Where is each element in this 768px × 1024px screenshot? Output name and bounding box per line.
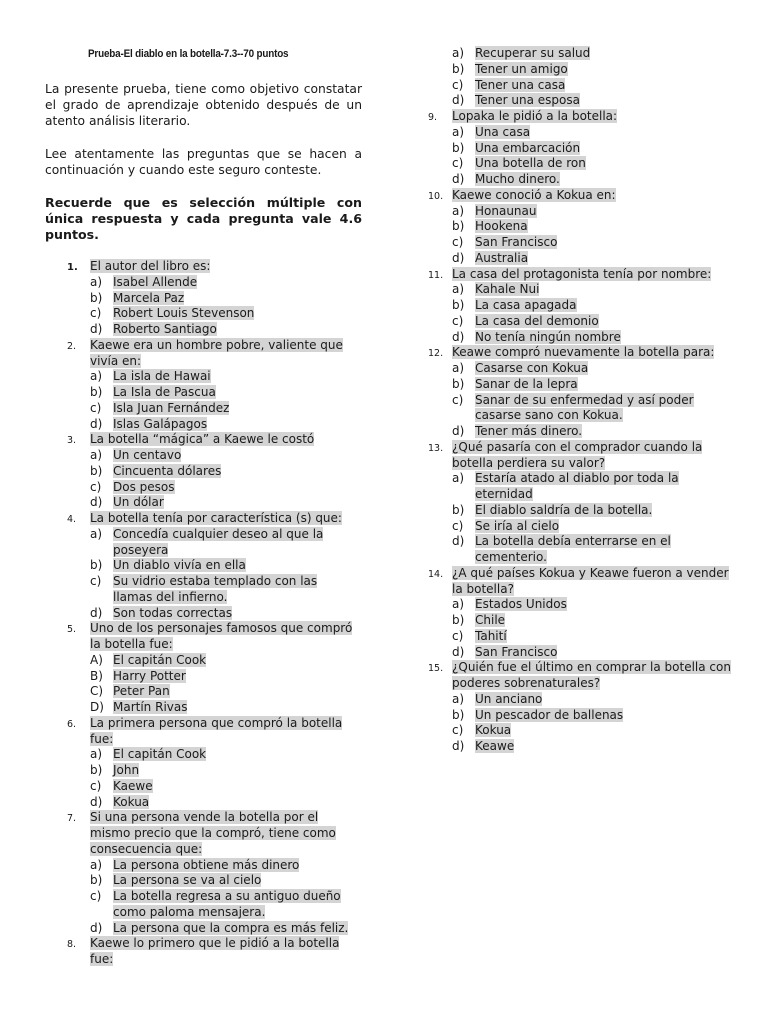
option-letter: a) <box>90 369 103 384</box>
option-item[interactable] <box>90 889 360 921</box>
option-item[interactable] <box>452 739 736 755</box>
option-item[interactable] <box>90 322 360 338</box>
question-14 <box>384 566 736 661</box>
option-item[interactable] <box>90 291 360 307</box>
option-text: La isla de Hawai <box>113 369 211 384</box>
option-item[interactable] <box>452 125 736 141</box>
question-text: ¿Quién fue el último en comprar la botella con poderes sobrenaturales? <box>452 660 731 690</box>
question-3 <box>0 432 360 511</box>
option-list <box>452 46 742 109</box>
question-text: Uno de los personajes famosos que compró la botella fue: <box>90 621 353 651</box>
option-letter: c) <box>452 628 464 643</box>
question-number: 15. <box>428 663 444 675</box>
question-text: La botella “mágica” a Kaewe le costó <box>90 432 315 447</box>
option-list <box>90 747 360 810</box>
question-8-options-continued <box>384 46 768 109</box>
option-letter: a) <box>90 857 103 872</box>
question-2 <box>0 338 360 433</box>
option-letter: d) <box>90 794 103 809</box>
option-item[interactable] <box>90 417 360 433</box>
option-text: Cincuenta dólares <box>113 463 222 478</box>
question-15 <box>384 660 736 755</box>
option-text: La persona que la compra es más feliz. <box>113 920 349 935</box>
option-text: Roberto Santiago <box>113 322 217 336</box>
option-item[interactable] <box>452 235 736 251</box>
question-number: 2. <box>67 340 77 352</box>
option-item[interactable] <box>90 684 360 700</box>
option-item[interactable] <box>452 156 736 172</box>
option-text: El capitán Cook <box>113 747 207 762</box>
option-list <box>90 369 360 432</box>
option-list <box>452 204 736 267</box>
option-text: Tener una esposa <box>475 93 580 108</box>
option-item[interactable] <box>90 369 360 385</box>
option-letter: c) <box>90 889 102 903</box>
option-text: Sanar de su enfermedad y así poder casarse sano con Kokua. <box>475 392 694 423</box>
option-text: Kaewe <box>113 778 153 793</box>
question-8 <box>0 936 360 968</box>
option-text: Mucho dinero. <box>475 172 560 186</box>
option-text: Dos pesos <box>113 479 175 494</box>
option-item[interactable] <box>90 747 360 763</box>
option-item[interactable] <box>90 558 360 574</box>
option-letter: b) <box>90 385 103 399</box>
option-text: San Francisco <box>475 644 558 659</box>
option-item[interactable] <box>452 78 742 94</box>
question-6 <box>0 716 360 811</box>
option-letter: d) <box>452 739 465 753</box>
question-number: 10. <box>428 190 444 202</box>
option-text: Concedía cualquier deseo al que la poseyera <box>113 526 324 557</box>
question-text: La botella tenía por característica (s) que: <box>90 511 342 525</box>
option-text: Isla Juan Fernández <box>113 400 230 415</box>
option-text: Casarse con Kokua <box>475 361 589 375</box>
option-letter: a) <box>452 597 465 612</box>
option-letter: b) <box>452 502 465 517</box>
option-letter: d) <box>90 920 103 935</box>
option-item[interactable] <box>90 858 360 874</box>
option-letter: b) <box>452 219 465 234</box>
question-text: ¿Qué pasaría con el comprador cuando la botella perdiera su valor? <box>452 439 703 470</box>
option-item[interactable] <box>90 873 360 889</box>
option-letter: b) <box>452 613 465 627</box>
option-text: La botella regresa a su antiguo dueño como paloma mensajera. <box>113 889 341 919</box>
option-text: Keawe <box>475 739 515 753</box>
option-text: Tener más dinero. <box>475 424 583 438</box>
option-letter: b) <box>90 763 103 777</box>
option-item[interactable] <box>452 219 736 235</box>
question-text: Kaewe conoció a Kokua en: <box>452 187 616 202</box>
option-item[interactable] <box>452 534 736 566</box>
option-letter: d) <box>90 495 103 510</box>
option-letter: c) <box>452 723 464 738</box>
option-text: Hookena <box>475 219 528 234</box>
option-text: La Isla de Pascua <box>113 385 216 399</box>
option-letter: b) <box>90 290 103 305</box>
option-item[interactable] <box>452 204 736 220</box>
option-letter: a) <box>90 526 103 541</box>
question-text: Kaewe era un hombre pobre, valiente que vivía en: <box>90 337 343 368</box>
option-letter: b) <box>452 61 465 76</box>
option-letter: d) <box>452 172 465 186</box>
option-letter: a) <box>452 691 465 706</box>
option-text: Un diablo vivía en ella <box>113 558 246 573</box>
option-letter: c) <box>452 518 464 533</box>
question-text: Si una persona vende la botella por el mismo precio que la compró, tiene como consecuencia que: <box>90 810 336 856</box>
option-letter: a) <box>90 747 103 762</box>
option-letter: c) <box>90 400 102 415</box>
option-text: Un anciano <box>475 691 543 706</box>
question-11 <box>384 267 736 346</box>
option-item[interactable] <box>452 692 736 708</box>
option-letter: a) <box>90 448 103 462</box>
option-text: Son todas correctas <box>113 605 233 620</box>
option-text: La persona obtiene más dinero <box>113 857 300 872</box>
option-text: Australia <box>475 250 529 265</box>
question-number: 7. <box>67 813 77 825</box>
option-letter: c) <box>452 392 464 407</box>
option-text: La casa apagada <box>475 298 577 312</box>
option-text: La persona se va al cielo <box>113 873 262 888</box>
option-letter: b) <box>452 140 465 155</box>
question-number: 9. <box>428 112 438 123</box>
question-12 <box>384 345 736 440</box>
option-letter: c) <box>90 574 102 588</box>
option-letter: C) <box>90 684 104 699</box>
option-item[interactable] <box>452 597 736 613</box>
question-number: 14. <box>428 568 444 580</box>
question-number: 11. <box>428 269 444 281</box>
option-letter: d) <box>90 605 103 620</box>
option-letter: d) <box>90 322 103 336</box>
option-item[interactable] <box>452 62 742 78</box>
option-text: Tener una casa <box>475 77 566 92</box>
option-letter: c) <box>452 313 464 328</box>
option-item[interactable] <box>90 574 360 606</box>
option-list <box>90 448 360 511</box>
option-letter: c) <box>90 306 102 321</box>
option-text: Kokua <box>475 723 512 738</box>
question-number: 1. <box>67 262 78 273</box>
option-text: Isabel Allende <box>113 274 198 289</box>
option-text: El diablo saldría de la botella. <box>475 502 653 517</box>
option-item[interactable] <box>452 361 736 377</box>
question-7 <box>0 810 360 936</box>
option-list <box>452 597 736 660</box>
option-item[interactable] <box>90 763 360 779</box>
question-text: ¿A qué países Kokua y Keawe fueron a vender la botella? <box>452 565 729 596</box>
option-item[interactable] <box>90 385 360 401</box>
option-list <box>452 471 736 566</box>
option-text: Kahale Nui <box>475 282 540 297</box>
option-letter: b) <box>90 463 103 478</box>
option-letter: c) <box>452 77 464 92</box>
option-item[interactable] <box>452 330 736 346</box>
option-item[interactable] <box>90 669 360 685</box>
option-letter: d) <box>452 424 465 438</box>
option-item[interactable] <box>90 275 360 291</box>
option-letter: A) <box>90 652 103 667</box>
question-list-right <box>384 46 768 755</box>
option-text: Estados Unidos <box>475 597 567 612</box>
option-text: Un pescador de ballenas <box>475 707 624 722</box>
question-13 <box>384 440 736 566</box>
option-text: Un centavo <box>113 448 182 462</box>
question-5 <box>0 621 360 716</box>
option-letter: b) <box>452 707 465 722</box>
option-text: Se iría al cielo <box>475 518 560 533</box>
question-4 <box>0 511 360 621</box>
option-text: Harry Potter <box>113 668 186 683</box>
option-letter: d) <box>452 250 465 265</box>
question-number: 5. <box>67 624 77 636</box>
option-item[interactable] <box>452 393 736 425</box>
option-letter: D) <box>90 700 104 714</box>
question-number: 4. <box>67 514 77 525</box>
option-item[interactable] <box>452 141 736 157</box>
question-number: 12. <box>428 348 444 360</box>
question-text: Keawe compró nuevamente la botella para: <box>452 345 715 360</box>
option-text: No tenía ningún nombre <box>475 329 621 344</box>
option-text: Un dólar <box>113 495 164 510</box>
option-text: Robert Louis Stevenson <box>113 306 255 321</box>
option-item[interactable] <box>452 613 736 629</box>
option-item[interactable] <box>452 172 736 188</box>
option-item[interactable] <box>90 306 360 322</box>
option-letter: b) <box>90 873 103 888</box>
option-list <box>90 653 360 716</box>
option-item[interactable] <box>452 471 736 503</box>
option-item[interactable] <box>90 779 360 795</box>
option-text: Martín Rivas <box>113 700 188 714</box>
option-letter: a) <box>452 282 465 297</box>
option-list <box>452 282 736 345</box>
option-list <box>90 858 360 937</box>
question-list-left <box>0 259 384 968</box>
option-item[interactable] <box>452 282 736 298</box>
option-letter: d) <box>452 644 465 659</box>
question-text: Lopaka le pidió a la botella: <box>452 109 618 123</box>
option-letter: a) <box>90 274 103 289</box>
option-item[interactable] <box>452 424 736 440</box>
option-item[interactable] <box>452 251 736 267</box>
option-letter: c) <box>452 156 464 171</box>
option-item[interactable] <box>90 480 360 496</box>
option-item[interactable] <box>452 645 736 661</box>
option-letter: d) <box>90 416 103 431</box>
option-item[interactable] <box>452 519 736 535</box>
question-1 <box>0 259 360 338</box>
option-text: El capitán Cook <box>113 652 207 667</box>
option-letter: b) <box>452 376 465 391</box>
option-item[interactable] <box>90 401 360 417</box>
option-letter: d) <box>452 93 465 108</box>
option-letter: b) <box>90 558 103 573</box>
option-item[interactable] <box>90 653 360 669</box>
option-letter: a) <box>452 471 465 486</box>
option-item[interactable] <box>90 527 360 559</box>
option-letter: a) <box>452 124 465 139</box>
option-letter: b) <box>452 298 465 312</box>
question-number: 8. <box>67 939 77 951</box>
option-list <box>452 125 736 188</box>
option-text: Peter Pan <box>113 684 170 699</box>
option-letter: B) <box>90 668 103 683</box>
question-text: La primera persona que compró la botella fue: <box>90 715 343 746</box>
option-letter: c) <box>90 479 102 494</box>
option-item[interactable] <box>452 93 742 109</box>
option-item[interactable] <box>90 795 360 811</box>
question-text: La casa del protagonista tenía por nombre: <box>452 266 712 281</box>
option-item[interactable] <box>452 46 742 62</box>
question-10 <box>384 188 736 267</box>
option-text: Una casa <box>475 124 531 139</box>
option-text: Marcela Paz <box>113 290 185 305</box>
intro-paragraph: La presente prueba, tiene como objetivo constatar el grado de aprendizaje obtenido después de un atento análisis literario. <box>45 82 362 128</box>
option-text: La casa del demonio <box>475 313 599 328</box>
option-text: Kokua <box>113 794 150 809</box>
option-text: San Francisco <box>475 235 558 249</box>
option-text: La botella debía enterrarse en el cementerio. <box>475 534 671 564</box>
option-item[interactable] <box>452 723 736 739</box>
option-text: Islas Galápagos <box>113 416 208 431</box>
option-list <box>90 527 360 622</box>
scoring-note: Recuerde que es selección múltiple con única respuesta y cada pregunta vale 4.6 puntos. <box>45 195 362 242</box>
option-item[interactable] <box>90 448 360 464</box>
question-text: El autor del libro es: <box>90 259 211 273</box>
option-letter: c) <box>452 235 464 249</box>
page-title: Prueba-El diablo en la botella-7.3--70 puntos <box>88 48 289 60</box>
option-letter: c) <box>90 778 102 793</box>
option-text: John <box>113 763 140 777</box>
option-item[interactable] <box>90 464 360 480</box>
option-list <box>452 361 736 440</box>
option-letter: d) <box>452 534 465 549</box>
option-text: Estaría atado al diablo por toda la eternidad <box>475 471 679 501</box>
option-item[interactable] <box>90 606 360 622</box>
question-number: 3. <box>67 435 77 447</box>
option-item[interactable] <box>452 503 736 519</box>
option-text: Honaunau <box>475 203 537 218</box>
option-letter: a) <box>452 361 465 375</box>
option-letter: a) <box>452 203 465 218</box>
option-item[interactable] <box>452 298 736 314</box>
option-item[interactable] <box>90 921 360 937</box>
option-letter: a) <box>452 46 465 60</box>
option-item[interactable] <box>452 708 736 724</box>
option-text: Tener un amigo <box>475 61 568 76</box>
question-number: 13. <box>428 442 444 454</box>
option-text: Tahití <box>475 628 507 643</box>
option-item[interactable] <box>452 314 736 330</box>
question-9 <box>384 109 736 188</box>
question-number: 6. <box>67 718 77 730</box>
option-text: Una botella de ron <box>475 156 586 171</box>
option-text: Chile <box>475 613 506 627</box>
instructions-paragraph: Lee atentamente las preguntas que se hacen a continuación y cuando este seguro conteste. <box>45 147 362 177</box>
option-item[interactable] <box>452 377 736 393</box>
option-item[interactable] <box>452 629 736 645</box>
option-letter: d) <box>452 329 465 344</box>
option-item[interactable] <box>90 700 360 716</box>
option-list <box>452 692 736 755</box>
option-text: Recuperar su salud <box>475 46 591 60</box>
option-text: Sanar de la lepra <box>475 376 578 391</box>
option-list <box>90 275 360 338</box>
option-item[interactable] <box>90 495 360 511</box>
option-text: Una embarcación <box>475 140 581 155</box>
option-text: Su vidrio estaba templado con las llamas del infierno. <box>113 574 318 604</box>
question-text: Kaewe lo primero que le pidió a la botella fue: <box>90 936 340 966</box>
